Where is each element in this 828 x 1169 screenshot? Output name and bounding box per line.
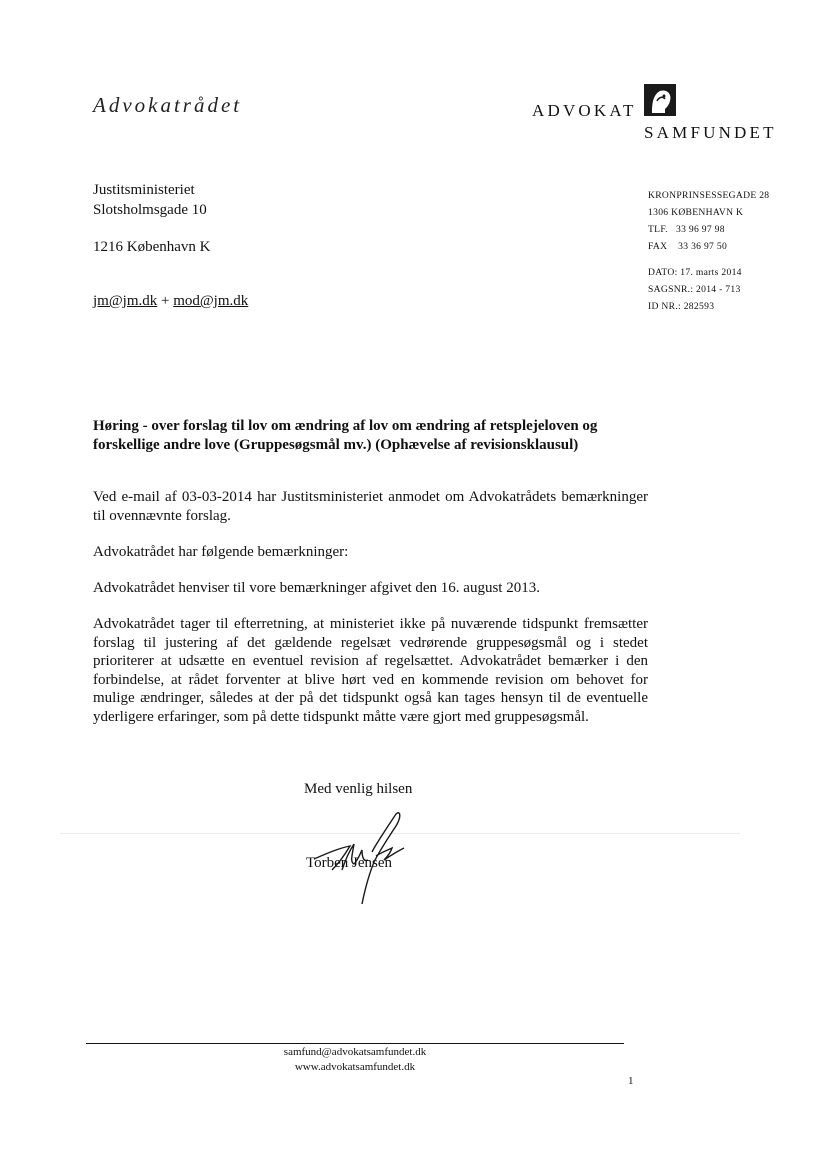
footer-divider	[86, 1043, 624, 1044]
body-paragraph-1: Ved e-mail af 03-03-2014 har Justitsministeriet anmodet om Advokatrådets bemærkninger til ovennævnte forslag.	[93, 489, 648, 524]
body-paragraph-3: Advokatrådet henviser til vore bemærkninger afgivet den 16. august 2013.	[93, 580, 540, 596]
sender-city: 1306 KØBENHAVN K	[648, 207, 744, 218]
recipient-emails	[93, 293, 248, 310]
letter-date: DATO: 17. marts 2014	[648, 267, 742, 278]
closing-greeting: Med venlig hilsen	[304, 781, 413, 797]
page-number: 1	[628, 1075, 634, 1087]
organization-name: Advokatrådet	[93, 93, 243, 117]
email-link-mod[interactable]: mod@jm.dk	[173, 293, 249, 309]
footer-email[interactable]: samfund@advokatsamfundet.dk	[283, 1046, 427, 1058]
body-paragraph-2: Advokatrådet har følgende bemærkninger:	[93, 544, 349, 560]
footer-website[interactable]: www.advokatsamfundet.dk	[294, 1061, 416, 1073]
letter-subject: Høring - over forslag til lov om ændring af lov om ændring af retsplejeloven og forskellige andre love (Gruppesøgsmål mv.) (Ophævelse af revisionsklausul)	[93, 418, 598, 453]
recipient-address	[93, 180, 207, 220]
logo-icon	[643, 83, 677, 117]
recipient-name: Justitsministeriet	[93, 182, 195, 198]
email-link-jm[interactable]: jm@jm.dk	[93, 293, 158, 309]
email-separator: +	[157, 293, 174, 309]
recipient-city: 1216 København K	[93, 239, 211, 255]
signer-name: Torben Jensen	[306, 855, 393, 871]
id-number: ID NR.: 282593	[648, 301, 715, 312]
handwritten-signature	[300, 804, 430, 909]
logo-text-advokat: ADVOKAT	[532, 101, 637, 120]
case-number: SAGSNR.: 2014 - 713	[648, 284, 741, 295]
recipient-street: Slotsholmsgade 10	[93, 202, 207, 218]
sender-address: KRONPRINSESSEGADE 28	[648, 190, 770, 201]
body-paragraph-4: Advokatrådet tager til efterretning, at ministeriet ikke på nuværende tidspunkt fremsætter forslag til justering af det gældende regelsæt vedrørende gruppesøgsmål og i stedet prioriterer at udsætte en eventuel revision af regelsættet. Advokatrådet bemærker i den forbindelse, at rådet forventer at blive hørt ved en kommende revision om behovet for mulige ændringer, således at der på det tidspunkt også kan tages hensyn til de eventuelle yderligere erfaringer, som på dette tidspunkt måtte være gjort med gruppesøgsmål.	[93, 616, 648, 725]
logo-text-samfundet: SAMFUNDET	[644, 123, 777, 142]
sender-phone: TLF. 33 96 97 98	[648, 224, 725, 235]
sender-fax: FAX 33 36 97 50	[648, 241, 728, 252]
sender-info	[648, 187, 769, 315]
